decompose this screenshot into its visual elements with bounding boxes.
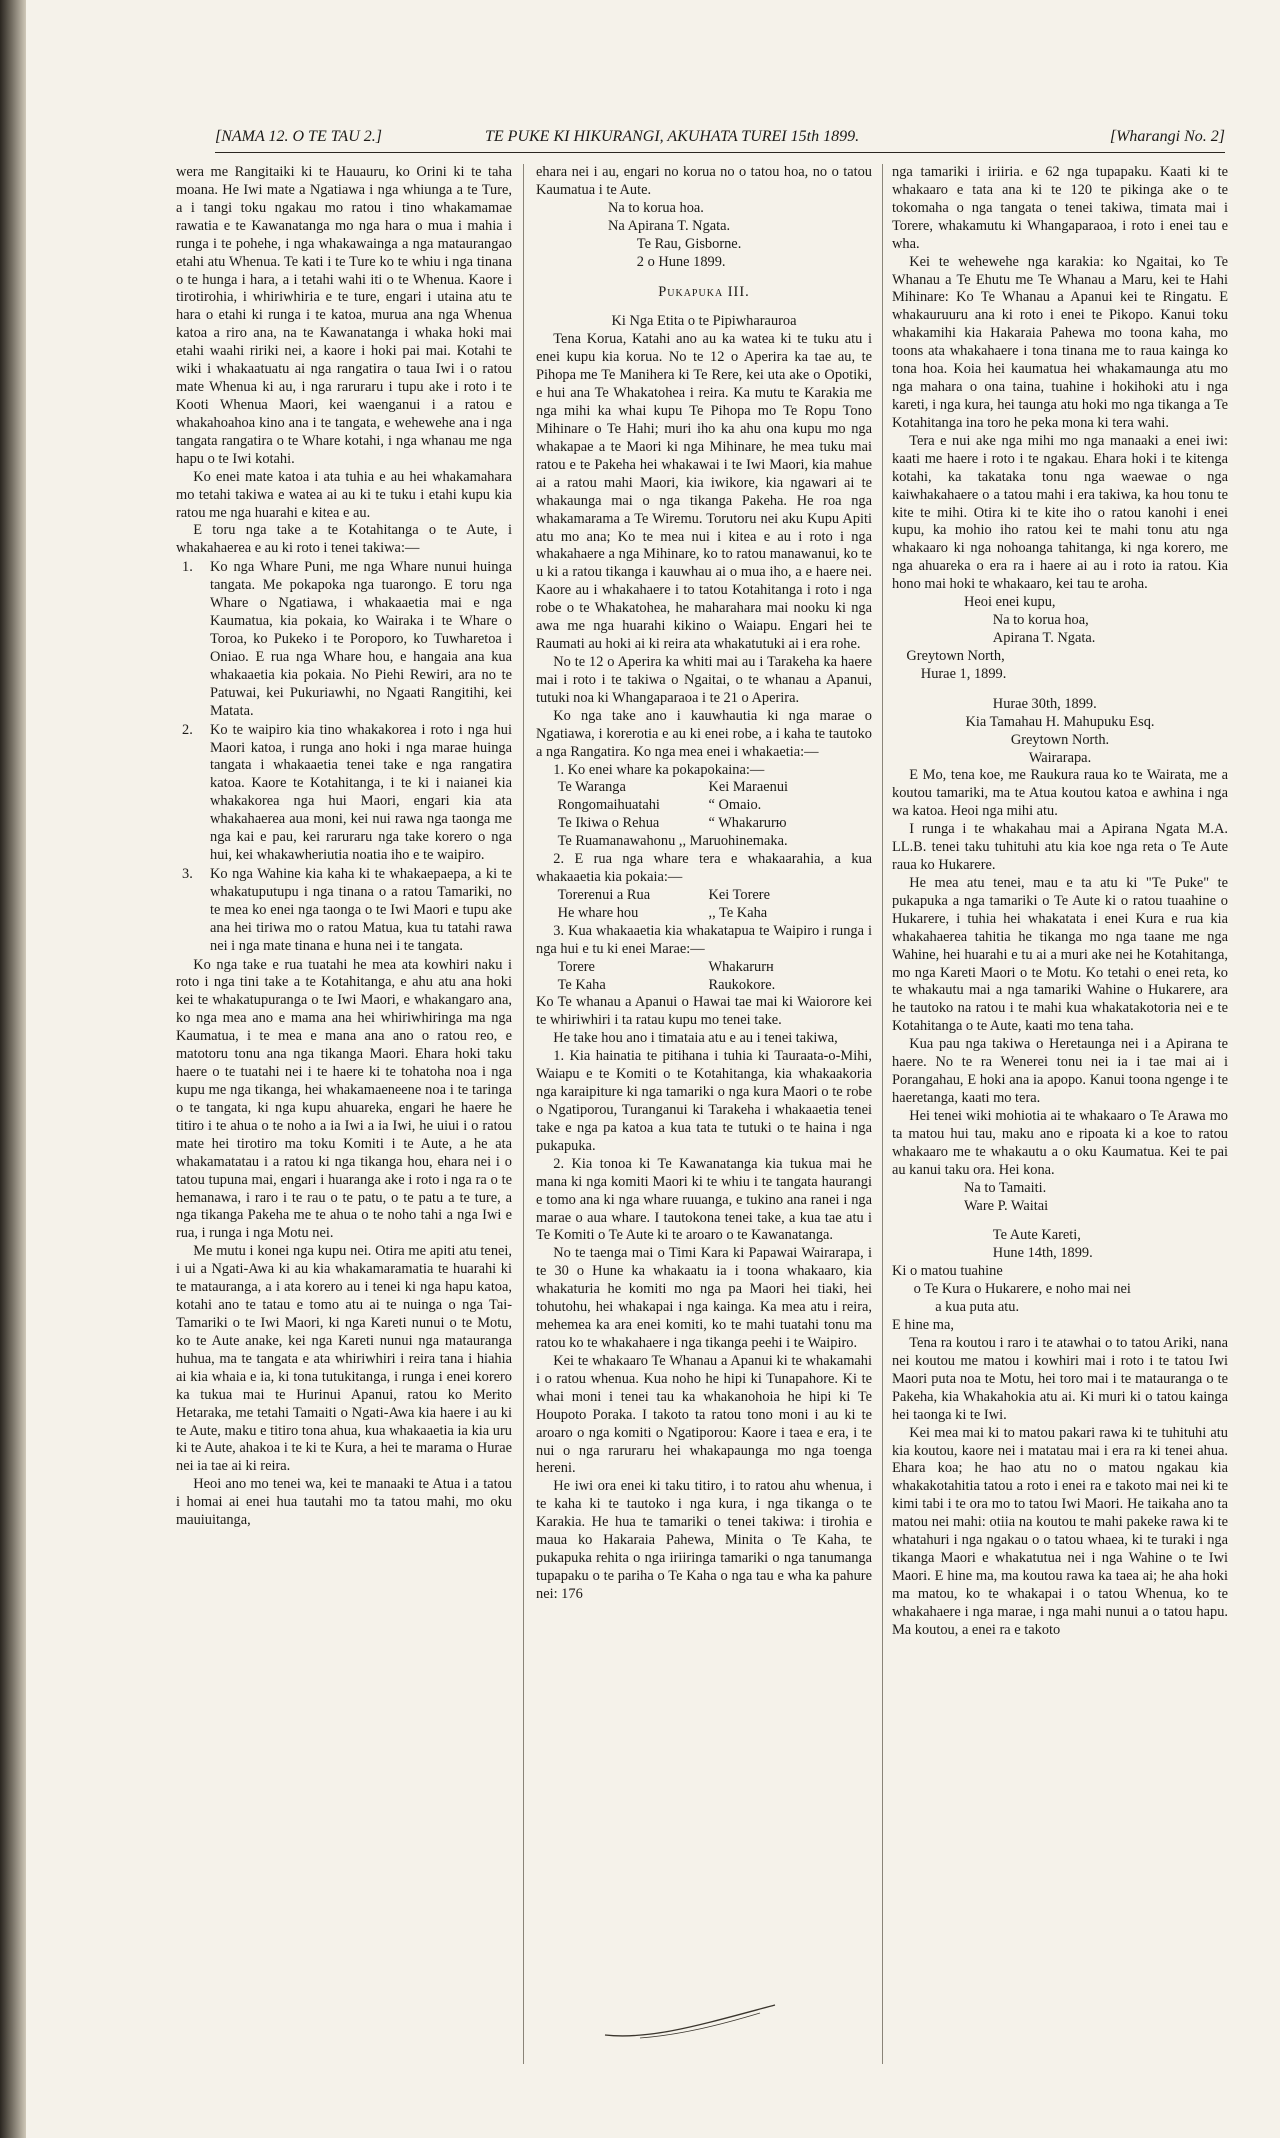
list-row [536, 815, 872, 833]
house-location: “ Omaio. [708, 797, 762, 814]
column-1 [176, 164, 512, 2064]
header-rule [215, 152, 1225, 153]
list-number: 1. [182, 559, 193, 576]
paragraph: No te taenga mai o Timi Kara ki Papawai Wairarapa, i te 30 o Hune ka whakaatu ia i toona whakaaro, kia whakaturia he komiti mo nga pa Maori hei tiaki, hei tohutohu, hei whakapai i nga kainga. Ka mea atu i reira, mehemea ka ara enei komiti, ko te mahi tuatahi tonu ma ratou ko te whakahaere i nga tikanga peehi i te Waipiro. [536, 1245, 872, 1351]
address-line: Ki o matou tuahine [892, 1263, 1003, 1280]
marae-name: Whakarurн [708, 958, 774, 975]
house-location: Kei Torere [708, 886, 770, 903]
house-name: Te Ikiwa o Rehua [557, 815, 660, 832]
list-row [536, 779, 872, 797]
paragraph: Tena Korua, Katahi ano au ka watea ki te tuku atu i enei kupu kia korua. No te 12 o Aperira ka tae au, te Pihopa me Te Manihera ki Te Rere, kei uta ake o Opotiki, e hui ana Te Whakatohea i reira. Ka mutu te Karakia me nga mihi ka whai kupu Te Pihopa mo Te Ropu Tono Mihinare o Te Hahi; muri iho ka ahu ona kupu mo nga whakapae a te Maori ki nga Mihinare, he mea tuku mai ratou e te Pakeha hei whakawai i te Iwi Maori, kia mahue ai a ratou mahi Maori, kia iwikore, kia ngawari ai te whakaunga mai o nga tikanga Pakeha. He roa nga whakamarama a Te Wiremu. Torutoru nei aku Kupu Apiti atu mo ana; Ko te mea nui i kitea e au i roto i nga whakahaere a nga Mihinare, ko to ratou manawanui, ko te u ki a ratou tikanga i kauwhau ai o mua iho, a e haere nei. Kaore au i whakahaere i to tatou Kotahitanga i roto i nga robe o te Whakatohea, he maharahara mai nooku ki nga awa me nga huarahi kikino o Waiapu. Engari hei te Raumati au hoki ai ki reira ata whakatutuki ai i era rohe. [536, 331, 872, 653]
address-line: Kia Tamahau H. Mahupuku Esq. [965, 713, 1155, 730]
signature-name: Ware P. Waitai [964, 1197, 1049, 1214]
closing-line: Heoi enei kupu, [964, 594, 1056, 611]
house-location: “ Whakarurю [708, 815, 787, 832]
list-row [536, 959, 872, 977]
address-line: Te Aute Kareti, [992, 1227, 1081, 1244]
address-line: a kua puta atu. [935, 1299, 1020, 1316]
house-name: Rongomaihuatahi [557, 797, 660, 814]
page-header [215, 128, 1225, 152]
place-line: Greytown North, [906, 647, 1005, 664]
list-item [176, 866, 512, 956]
list-row [536, 905, 872, 923]
list-title: 2. E rua nga whare tera e whakaarahia, a kua whakaaetia kia pokaia:— [536, 851, 872, 886]
marae-name: Torere [557, 958, 595, 975]
signature-name: Na Apirana T. Ngata. [608, 217, 731, 234]
date-line: Hune 14th, 1899. [992, 1245, 1093, 1262]
address-line: Wairarapa. [1028, 749, 1092, 766]
list-item [176, 559, 512, 720]
closing-line: Na to korua hoa. [608, 199, 704, 216]
list-row [536, 797, 872, 815]
date-line: Hurae 30th, 1899. [992, 695, 1097, 712]
list-number: 3. [182, 865, 193, 882]
list-row: Te Ruamanawahonu ,, Maruohinemaka. [557, 833, 788, 850]
paragraph: Hei tenei wiki mohiotia ai te whakaaro o Te Arawa mo ta matou hui tau, maku ano e ripoata ki a koe to ratou whakaaro me te whakautu a o oku Kaumatua. Kei te pai au kanui taku ora. Hei kona. [892, 1107, 1228, 1178]
paragraph: Kei te wehewehe nga karakia: ko Ngaitai, ko Te Whanau a Te Ehutu me Te Whanau a Maru, kei te Hahi Mihinare: Ko Te Whanau a Apanui kei te Ringatu. E whakauruuru ana ki roto i enei te Pikopo. Kanui toku whakamihi kia Hakaraia Pahewa mo toona kaha, mo toons ata whakahaere i tona tinana me to raua kainga ko tona hoa. Koia hei kaumatua hei whakamaunga atu mo nga mahara o ona taina, tuahine i hokihoki atu i nga kareti, i nga kura, hei taunga atu hoki mo nga tikanga a Te Kotahitanga ina toro he peka mona ki tera wahi. [892, 253, 1228, 431]
list-row [536, 977, 872, 995]
paragraph: Ko nga take ano i kauwhautia ki nga marae o Ngatiawa, i korerotia e au ki enei robe, a i kaha te tautoko a nga Rangatira. Ko nga mea enei i whakaetia:— [536, 707, 872, 760]
paragraph: Heoi ano mo tenei wa, kei te manaaki te Atua i a tatou i homai ai enei hua tautahi mo ta tatou mahi, mo oku mauiuitanga, [176, 1476, 512, 1529]
paragraph: Kei te whakaaro Te Whanau a Apanui ki te whakamahi i o ratou whenua. Kua noho he hipi ki Tunapahore. Ki te whai moni i tenei tau ka whakanohoia he hipi ki Te Houpoto Poraka. I takoto ta ratou tono moni i au ki te aroaro o nga komiti o Ngatiporou: Kaore i taea e era, i te nui o nga raruraru hei whakapaunga mo nga toenga hereni. [536, 1352, 872, 1477]
paragraph: He take hou ano i timataia atu e au i tenei takiwa, [553, 1030, 838, 1047]
list-row [536, 887, 872, 905]
paragraph: ehara nei i au, engari no korua no o tatou hoa, no o tatou Kaumatua i te Aute. [536, 164, 872, 198]
list-item [176, 722, 512, 865]
address-line: Te Rau, Gisborne. [636, 235, 742, 252]
decorative-flourish [600, 1995, 780, 2045]
paragraph: Tera e nui ake nga mihi mo nga manaaki a enei iwi: kaati me haere i roto i te ngakau. Ehara hoki i te kitenga kotahi, ka takataka tonu nga waewae o nga kaiwhakahaere o a tatou mahi i era takiwa, ka hou tonu te kite te mihi. Otira ki te kite iho o ratou kanohi i enei kupu, ka mohio iho ratou kei te mahi tonu atu nga whakaaro ki nga nohoanga tahitanga, ki nga korero, me nga ahuareka o era ra i haere ai au i roto ia ratou. Kia hono mai hoki te whakaaro, kei tau te aroha. [892, 432, 1228, 593]
address-line: Greytown North. [1010, 731, 1110, 748]
page-number: [Wharangi No. 2] [1109, 128, 1225, 145]
paragraph: He iwi ora enei ki taku titiro, i to ratou ahu whenua, i te kaha ki te tautoko i nga kura, i nga tikanga o te Karakia. He hua te tamariki o tenei takiwa: i tirohia e maua ko Hakaraia Pahewa, Minita o Te Kaha, te pukapuka rehita o nga iriiringa tamariki o nga tanumanga tupapaku o te pariha o Te Kaha o nga tau e wha ka pahure nei: 176 [536, 1478, 872, 1602]
house-name: He whare hou [557, 904, 639, 921]
house-name: Torerenui a Rua [557, 886, 651, 903]
house-location: ,, Te Kaha [708, 904, 768, 921]
column-3 [892, 164, 1228, 2064]
paragraph: Kei mea mai ki to matou pakari rawa ki te tuhituhi atu kia koutou, kaore nei i matatau mai i era ra ki tenei ahua. Ehara koa; he hao atu no o matou ngakau kia whakakotahitia tatou a roto i enei ra e takoto mai nei ki te kimi tabi i te ora mo to tatou Iwi Maori. He taikaha ano ta matou nei mahi: otiia na koutou te mahi pakeke rawa ki te whatahuri i nga ngakau o o tatou whaea, ki te turaki i nga tikanga Maori e whakatutua nei i nga Wahine o te Iwi Maori. E hine ma, ma koutou rawa ka taea ai; he aha hoki ma matou, ko te whakapai i o tatou Whenua, ko te whakahaere i nga marae, i nga mahi nunui a o tatou hapu. Ma koutou, a enei ra e takoto [892, 1424, 1228, 1638]
paragraph: 1. Kia hainatia te pitihana i tuhia ki Tauraata-o-Mihi, Waiapu e te Komiti o te Kotahitanga, kia whakaakoria nga karaipiture ki nga tamariki o nga kura Maori o te robe o Ngatiporou, Turanganui ki Tarakeha i whakaaetia tenei take e nga pa katoa a kua tata te tutuki o te haina i nga pukapuka. [536, 1048, 872, 1154]
list-number: 2. [182, 721, 193, 738]
list-text: Ko te waipiro kia tino whakakorea i roto i nga hui Maori katoa, i runga ano hoki i nga marae huinga tangata i whakaaetia tenei take e nga rangatira katoa. Kaore te Kotahitanga, i te ki i naianei kia whakakorea nga hui Maori, engari kia ata whakahaerea aua moni, kei nui rawa nga taonga me nga kai e pau, kei raruraru nga take korero o nga hui, kei whakawheriutia noatia iho e te waipiro. [210, 721, 512, 864]
paragraph: I runga i te whakahau mai a Apirana Ngata M.A. LL.B. tenei taku tuhituhi atu kia koe nga reta o Te Aute raua ko Hukarere. [892, 821, 1228, 874]
house-location: Kei Maraenui [708, 779, 789, 796]
paragraph: Ko Te whanau a Apanui o Hawai tae mai ki Waiorore kei te whiriwhiri i ta ratau kupu mo tenei take. [536, 994, 872, 1029]
column-divider [523, 164, 524, 2064]
paragraph: Ko nga take e rua tuatahi he mea ata kowhiri naku i roto i nga tini take a te Kotahitanga, e ahu atu ana hoki kei te whakatupuranga o te Iwi Maori, e whakangaro ana, ko nga mea ano e mama ana hei whiriwhiringa ma nga Kaumatua, i te mea e mana ana ano o ratou reo, e matotoru tonu ana nga tikanga Maori. Ehara hoki taku haere o te tuatahi nei i te haere ki te tohatoha noa i nga kupu me nga tikanga, hei whakamaeneene noa i te taringa o te tangata, ki nga kupu ahuareka, engari he haere he titiro i te ahua o te noho a ia Iwi a ia Iwi, he uiui i o ratou mate hei tirotiro ma toku Komiti i te Aute, a he ata whakamatatau i a ratou ki nga tikanga hou, ehara nei i o tatou tupuna mai, engari i huaranga ake i roto i nga ra o te hemanawa, i raro i te rau o te patu, o te patu a te ture, a nga tikanga Pakeha me te ahua o te noho tahi a nga Iwi e rua, i runga i nga Motu nei. [176, 956, 512, 1242]
date-line: 2 o Hune 1899. [636, 253, 726, 270]
column-divider [882, 164, 883, 2064]
salutation-heading: Ki Nga Etita o te Pipiwharauroa [611, 313, 797, 330]
issue-number: [NAMA 12. O TE TAU 2.] [215, 128, 382, 145]
paragraph: E Mo, tena koe, me Raukura raua ko te Wairata, me a koutou tamariki, ma te Atua koutou katoa e awhina i nga wa katoa. Heoi nga mihi atu. [892, 767, 1228, 820]
paragraph: wera me Rangitaiki ki te Hauauru, ko Orini ki te taha moana. He Iwi mate a Ngatiawa i nga whiunga a te Ture, a i tangi toku ngakau mo ratou i tino whakamamae rawatia e te Kawanatanga mo nga hara o mua i mahia i runga i te pohehe, i nga whakawainga a nga mataurangao etahi atu Whenua. Te kati i te Ture ko te whiu i nga tinana o te hunga i hara, a i tetahi wahi iti o te Whenua. Kaore i tirotirohia, i whiriwhiria e te ture, engari i utaina atu te hara o etahi ki runga i te katoa, murua ana nga Whenua katoa a riro ana, na te Kawanatanga i whaka hoki mai etahi waahi ririki nei, a kaore i hoki pai mai. Kotahi te wiki i whakaatuatu ai nga rangatira o taua Iwi i o ratou mate Whenua ki au, i nga raruraru i tupu ake i roto i te Kooti Whenua Maori, kei waenganui i a ratou e whakahoahoa kino ana i te tangata, e wehewehe ana i nga tangata rangatira o te Whare kotahi, i nga whanau me nga hapu o te Iwi kotahi. [176, 164, 512, 467]
address-line: o Te Kura o Hukarere, e noho mai nei [913, 1281, 1131, 1298]
closing-line: Na to korua hoa, [992, 612, 1089, 629]
list-title: 1. Ko enei whare ka pokapokaina:— [553, 761, 765, 778]
list-title: 3. Kua whakaaetia kia whakatapua te Waipiro i runga i nga hui e tu ki enei Marae:— [536, 922, 872, 957]
paragraph: He mea atu tenei, mau e ta atu ki "Te Puke" te pukapuka a nga tamariki o Te Aute ki o ratou tuaahine o Hukarere, i tuhia hei whakatata i enei Kura e rua kia whakahaerea tahitia he tikanga mo nga taane me nga Wahine, hei huarahi e tu ai a muri ake nei he Kotahitanga, mo nga Kareti Maori o te Motu. Ko tetahi o enei reta, ko te whakautu mai a nga tamariki Wahine o Hukarere, ara he tautoko na ratou i te mahi kua whakatakotoria nei e te Kotahitanga o te Aute, kaati mo tena taha. [892, 874, 1228, 1035]
paragraph: nga tamariki i iriiria. e 62 nga tupapaku. Kaati ki te whakaaro e tata ana ki te 120 te pikinga ake o te tokomaha o nga tangata o tenei takiwa, timata mai i Torere, whakamutu ki Whangaparaoa, i roto i enei tau e wha. [892, 164, 1228, 252]
closing-line: Na to Tamaiti. [964, 1179, 1047, 1196]
list-text: Ko nga Wahine kia kaha ki te whakaepaepa, a ki te whakatuputupu i nga tinana o a ratou Tamariki, no te mea ko enei nga taonga o te Iwi Maori e tupu ake ana hei tiriwa mo o ratou Matua, kua tu tatahi rawa nei i nga mate tinana e huna nei i te tangata. [210, 865, 512, 954]
paragraph: Kua pau nga takiwa o Heretaunga nei i a Apirana te haere. No te ra Wenerei tonu nei ia i tae mai ai i Porangahau, E hoki ana ia apopo. Kanui toona ngenge i te haeretanga, kaati mo tera. [892, 1036, 1228, 1107]
paragraph: Me mutu i konei nga kupu nei. Otira me apiti atu tenei, i ui a Ngati-Awa ki au kia whakamaramatia te huarahi ki te matauranga, a i ata korero au i tenei ki nga hapu katoa, kotahi ano te tatau e tomo atu ai te nuinga o nga Tai-Tamariki o te Iwi Maori, ki nga Kareti nunui o te Motu, ko te Aute anake, kei nga Kareti nunui nga matauranga huhua, ma te tangata e ata whiriwhiri i reira tana i hiahia ai kia whaia e ia, ki tona tutukitanga, i runga i enei korero ka tukua mai te Hurinui Apanui, ratou ko Merito Hetaraka, me tetahi Tamaiti o Ngati-Awa kia haere i au ki te Aute, maku e titiro tona ahua, kua whakaaetia ia kia uru ki te Aute, ahakoa i te ki te Kura, a hei te marama o Hurae nei ia tae ai ki reira. [176, 1243, 512, 1475]
newspaper-masthead-line: TE PUKE KI HIKURANGI, AKUHATA TUREI 15th 1899. [485, 128, 860, 145]
marae-name: Te Kaha [557, 976, 606, 993]
marae-name: Raukokore. [708, 976, 776, 993]
paragraph: Ko enei mate katoa i ata tuhia e au hei whakamahara mo tetahi takiwa e watea ai au ki te tuku i etahi kupu kia ratou me nga huarahi e kitea e au. [176, 468, 512, 521]
list-text: Ko nga Whare Puni, me nga Whare nunui huinga tangata. Me pokapoka nga tuarongo. E toru nga Whare o Ngatiawa, i whakaaetia mai e nga Kaumatua, kia pokaia, ko Wairaka i te Whare o Toroa, ko Pukeko i te Poroporo, ko Tuwharetoa i Oniao. E rua nga Whare hou, e hangaia ana kua whakaaetia kia pokaia. No Piehi Rewiri, ara no te Patuwai, kei Pukuriawhi, no Ngaati Rangitihi, kei Matata. [210, 559, 512, 719]
section-heading: Pukapuka III. [658, 283, 750, 300]
signature-name: Apirana T. Ngata. [992, 629, 1096, 646]
date-line: Hurae 1, 1899. [920, 665, 1007, 682]
paragraph: 2. Kia tonoa ki Te Kawanatanga kia tukua mai he mana ki nga komiti Maori ki te whiu i te tangata haurangi e tomo ana ki nga whare ruuanga, e tukino ana ranei i nga marae o aua whare. I tautokona tenei take, a kua tae atu i Te Komiti o Te Aute ki te aroaro o te Kawanatanga. [536, 1155, 872, 1244]
paragraph: No te 12 o Aperira ka whiti mai au i Tarakeha ka haere mai i roto i te takiwa o Ngaitai, o te whanau a Apanui, tutuki noa ki Whangaparaoa i te 21 o Aperira. [536, 653, 872, 706]
paragraph: E toru nga take a te Kotahitanga o te Aute, i whakahaerea e au ki roto i tenei takiwa:— [176, 522, 512, 557]
column-2 [536, 164, 872, 2064]
house-name: Te Waranga [557, 779, 626, 796]
page-binding-edge [0, 0, 26, 2138]
paragraph: Tena ra koutou i raro i te atawhai o to tatou Ariki, nana nei koutou me matou i kowhiri mai i roto i te tatou Iwi Maori puta noa te Motu, hei toro mai i te matauranga o te Pakeha, kia Whakahokia atu ai. Ki muri ki o tatou kainga hei taonga ki te Iwi. [892, 1335, 1228, 1423]
salutation: E hine ma, [892, 1317, 954, 1334]
